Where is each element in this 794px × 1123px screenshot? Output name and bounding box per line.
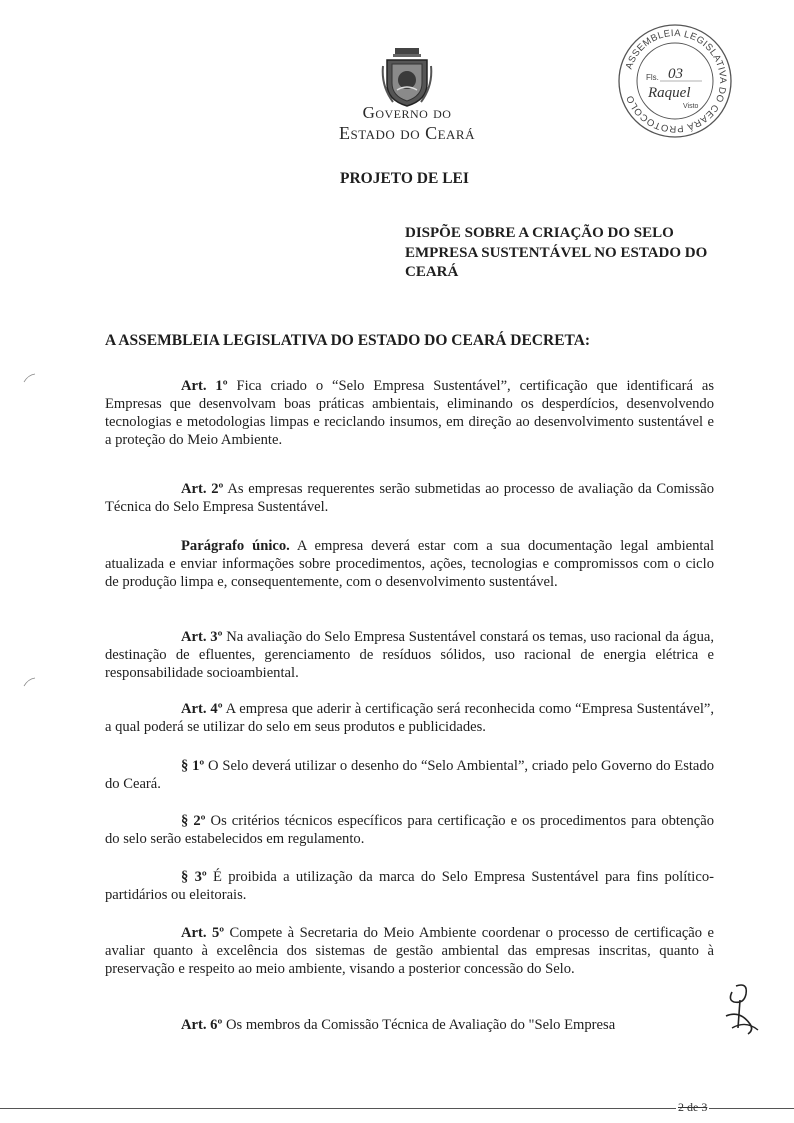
stamp-visto-label: Visto	[683, 103, 699, 110]
ementa: DISPÕE SOBRE A CRIAÇÃO DO SELO EMPRESA SUSTENTÁVEL NO ESTADO DO CEARÁ	[405, 225, 708, 280]
article-6	[105, 1016, 714, 1034]
article-label: Art. 5º	[181, 925, 225, 941]
article-text: É proibida a utilização da marca do Selo Empresa Sustentável para fins político-partidários ou eleitorais.	[105, 869, 714, 903]
document-type: PROJETO DE LEI	[340, 170, 469, 187]
section-3	[105, 868, 714, 904]
stamp-fls-value: 03	[668, 66, 683, 82]
margin-mark-icon	[22, 676, 36, 688]
article-label: Art. 2º	[181, 481, 224, 497]
article-label: § 1º	[181, 758, 205, 774]
article-4	[105, 700, 714, 736]
article-text: Os critérios técnicos específicos para certificação e os procedimentos para obtenção do selo serão estabelecidos em regulamento.	[105, 813, 715, 847]
article-5	[105, 924, 714, 978]
article-label: Art. 6º	[181, 1017, 223, 1033]
article-label: § 3º	[181, 869, 207, 885]
article-text: O Selo deverá utilizar o desenho do “Selo Ambiental”, criado pelo Governo do Estado do Ceará.	[105, 758, 714, 792]
protocol-stamp	[616, 22, 734, 140]
article-text: Os membros da Comissão Técnica de Avaliação do "Selo Empresa	[225, 1017, 616, 1033]
article-text: As empresas requerentes serão submetidas ao processo de avaliação da Comissão Técnica do Selo Empresa Sustentável.	[105, 481, 714, 515]
sole-paragraph	[105, 537, 714, 591]
article-2	[105, 480, 714, 516]
stamp-signature: Raquel	[648, 85, 691, 101]
article-text: A empresa deverá estar com a sua documentação legal ambiental atualizada e enviar informações sobre procedimentos, ações, tecnologias e compromissos com o ciclo de produção limpa e, consequentemente, com o desenvolvimento sustentável.	[105, 538, 714, 590]
article-label: Art. 4º	[181, 701, 223, 717]
article-3	[105, 628, 714, 682]
coat-of-arms-icon	[381, 46, 433, 108]
article-label: § 2º	[181, 813, 206, 829]
article-label: Art. 1º	[181, 378, 228, 394]
article-text: Compete à Secretaria do Meio Ambiente coordenar o processo de certificação e avaliar quanto à excelência dos sistemas de gestão ambiental das empresas inscritas, quanto à preservação e respeito ao meio ambiente, visando a posterior concessão do Selo.	[105, 925, 714, 977]
article-text: A empresa que aderir à certificação será reconhecida como “Empresa Sustentável”, a qual poderá se utilizar do selo em seus produtos e publicidades.	[105, 701, 715, 735]
section-1	[105, 757, 714, 793]
section-2	[105, 812, 714, 848]
government-title	[300, 103, 514, 143]
page-number: 2 de 3	[678, 1100, 708, 1114]
footer-divider	[0, 1108, 794, 1109]
article-text: Fica criado o “Selo Empresa Sustentável”, certificação que identificará as Empresas que desenvolvam boas práticas ambientais, eliminando os desperdícios, desenvolvendo tecnologias e metodologias limpas e reciclando insumos, em direção ao desenvolvimento sustentável e a proteção do Meio Ambiente.	[105, 378, 715, 448]
initials-signature-icon	[718, 980, 768, 1042]
article-text: Na avaliação do Selo Empresa Sustentável constará os temas, uso racional da água, destinação de efluentes, gerenciamento de resíduos sólidos, uso racional de energia elétrica e responsabilidade socioambiental.	[105, 629, 714, 681]
decree-heading: A ASSEMBLEIA LEGISLATIVA DO ESTADO DO CEARÁ DECRETA:	[105, 332, 591, 349]
article-label: Parágrafo único.	[181, 538, 290, 554]
government-line-2: Estado do Ceará	[339, 123, 475, 143]
article-1	[105, 377, 714, 449]
stamp-ring-text: ASSEMBLEIA LEGISLATIVA DO CEARÁ PROTOCOLO	[623, 27, 729, 135]
margin-mark-icon	[22, 372, 36, 384]
stamp-fls-label: Fls.	[646, 73, 659, 82]
article-label: Art. 3º	[181, 629, 223, 645]
government-line-1: Governo do	[362, 103, 452, 122]
